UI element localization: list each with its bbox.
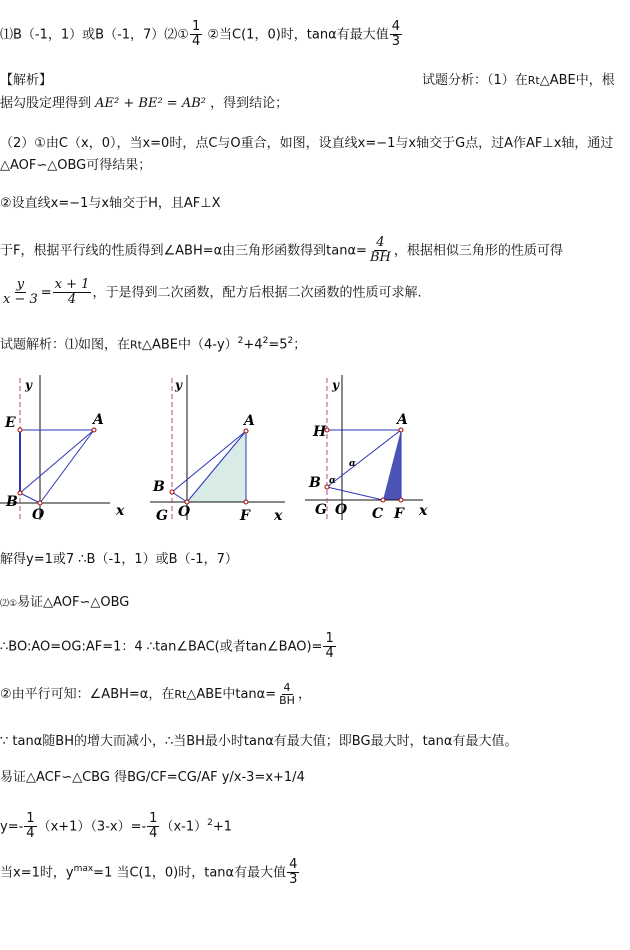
analysis-intro: 试题分析：（1）在Rt△ABE中，根 — [422, 73, 615, 88]
label-G: G — [315, 502, 327, 518]
label-y: y — [175, 378, 182, 392]
label-x: x — [274, 508, 283, 524]
segment-BO — [20, 493, 40, 503]
label-B: B — [6, 494, 18, 510]
fraction: $\frac{x + 1}{4}$ — [54, 277, 90, 308]
label-O: O — [178, 504, 191, 520]
label-O: O — [32, 507, 45, 523]
solution-line-9: 当x=1时，$y^{max}=1$ 当C(1，0)时，tanα有最大值 $\frac{4}{3}$ — [0, 857, 298, 888]
label-x: x — [116, 503, 125, 519]
analysis-label: 【解析】 — [0, 73, 53, 88]
figure-3 — [305, 375, 445, 525]
label-A: A — [93, 412, 104, 428]
segment-BA — [20, 430, 94, 493]
label-H: H — [313, 424, 327, 440]
label-F: F — [240, 508, 250, 524]
label-A: A — [397, 412, 408, 428]
fraction: $\frac{1}{4}$ — [149, 811, 158, 842]
segment-OA — [40, 430, 94, 503]
analysis-line-ratio: $\frac{y}{x - 3}$ = $\frac{x + 1}{4}$ ，于是得到二次函数，配方后根据二次函数的性质可求解. — [3, 277, 422, 308]
shaded-triangle-ACF — [383, 430, 401, 500]
solution-line-1: 试题解析：⑴如图，在Rt△ABE中$(4-y)^2+4^2=5^2$； — [0, 336, 307, 353]
solution-line-3: ⑵①易证△AOF∽△OBG — [0, 595, 130, 610]
label-G: G — [156, 508, 168, 524]
label-O: O — [335, 502, 348, 518]
analysis-line-2-1b: △AOF∽△OBG可得结果； — [0, 158, 152, 173]
label-y: y — [332, 378, 339, 392]
figure-2 — [150, 375, 295, 525]
label-y: y — [25, 378, 32, 392]
solution-line-7: 易证△ACF∽△CBG 得BG/CF=CG/AF y/x-3=x+1/4 — [0, 770, 305, 785]
analysis-line-pythagoras: 据勾股定理得到 AE² + BE² = AB² ，得到结论； — [0, 96, 289, 111]
label-x: x — [419, 503, 428, 519]
fraction: $\frac{1}{4}$ — [26, 811, 35, 842]
label-B: B — [153, 479, 165, 495]
analysis-line-tan: 于F，根据平行线的性质得到∠ABH=α由三角形函数得到tanα= $\frac{4}{BH}$ ，根据相似三角形的性质可得 — [0, 235, 563, 266]
segment-BO — [172, 492, 187, 502]
fraction: $\frac{4}{3}$ — [391, 19, 400, 50]
fraction: $\frac{1}{4}$ — [191, 19, 201, 50]
fraction: $\frac{4}{BH}$ — [279, 681, 295, 708]
fraction: $\frac{1}{4}$ — [325, 631, 334, 662]
solution-line-2: 解得y=1或7 ∴B（-1，1）或B（-1，7） — [0, 552, 238, 567]
fraction: $\frac{4}{3}$ — [289, 857, 298, 888]
label-F: F — [394, 506, 404, 522]
solution-line-5: ②由平行可知：∠ABH=α，在Rt△ABE中tanα= $\frac{4}{BH}$ ， — [0, 681, 311, 708]
answer-text: ⑴B（-1，1）或B（-1，7）⑵① — [0, 27, 189, 43]
analysis-line-2-1: （2）①由C（x，0），当x=0时，点C与O重合，如图，设直线x=−1与x轴交于G点，过A作AF⊥x轴，通过 — [0, 136, 614, 151]
solution-line-8: y=- $\frac{1}{4}$ （x+1）（3-x）=- $\frac{1}{4}$ $(x-1)^2+1$ — [0, 811, 233, 842]
label-alpha-B: α — [329, 476, 336, 486]
label-alpha-A: α — [349, 459, 356, 469]
answer-line: ⑴B（-1，1）或B（-1，7）⑵① $\frac{1}{4}$ ②当C(1，0)时，tanα有最大值 $\frac{4}{3}$ — [0, 19, 400, 50]
label-C: C — [372, 506, 384, 522]
solution-line-4: ∴BO:AO=OG:AF=1：4 ∴tan∠BAC(或者tan∠BAO)= $\frac{1}{4}$ — [0, 631, 334, 662]
figure-1 — [0, 375, 140, 525]
label-B: B — [309, 475, 321, 491]
solution-line-6: ∵ tanα随BH的增大而减小，∴当BH最小时tanα有最大值；即BG最大时，tanα有最大值。 — [0, 734, 518, 749]
fraction: $\frac{4}{BH}$ — [369, 235, 391, 266]
fraction: $\frac{y}{x - 3}$ — [3, 277, 38, 308]
label-A: A — [244, 413, 255, 429]
label-E: E — [5, 415, 16, 431]
segment-BC — [327, 487, 383, 500]
analysis-line-2-2: ②设直线x=−1与x轴交于H，且AF⊥X — [0, 196, 221, 211]
